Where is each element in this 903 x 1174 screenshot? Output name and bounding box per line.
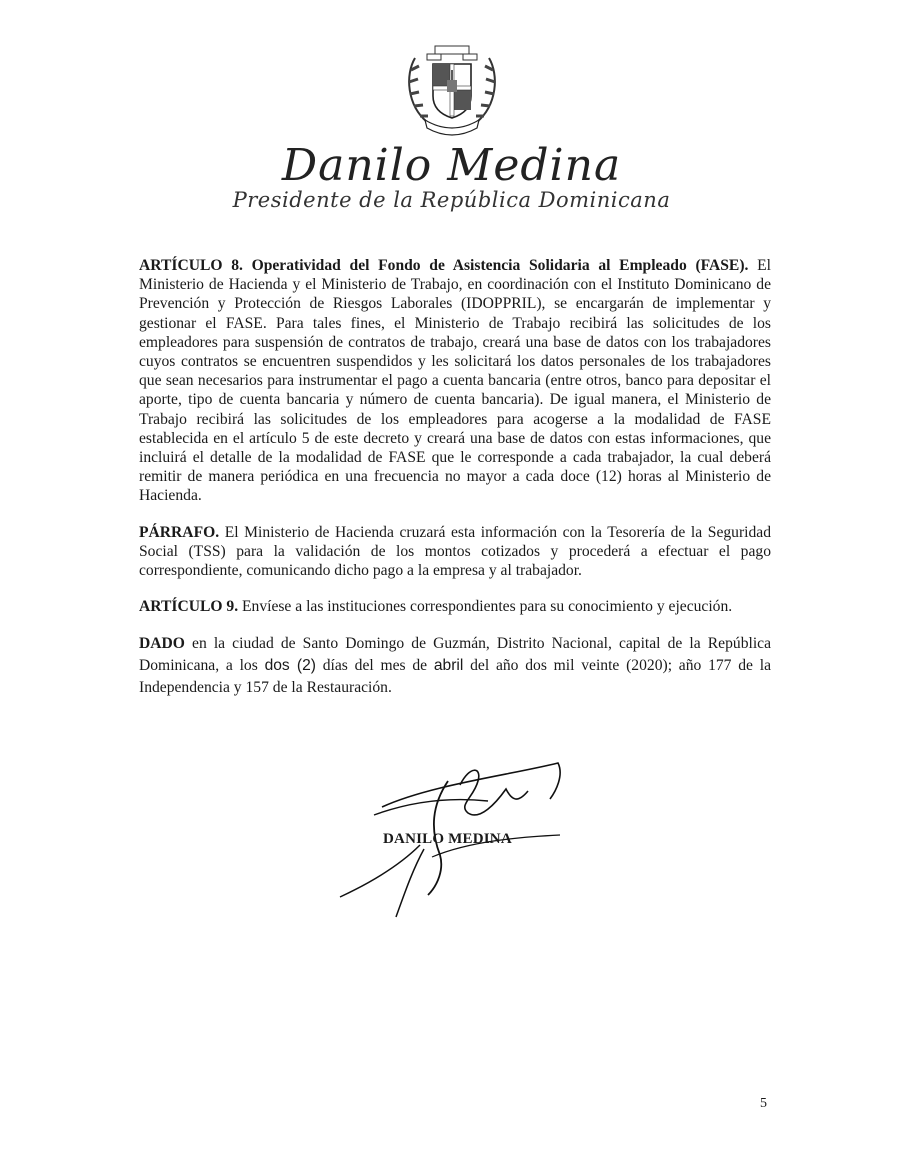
letterhead-name: Danilo Medina [281, 140, 622, 191]
articulo-9-text: Envíese a las instituciones correspondientes para su conocimiento y ejecución. [238, 598, 733, 616]
dado-month: abril [433, 657, 464, 675]
letterhead-title: Presidente de la República Dominicana [232, 188, 671, 212]
signatory-name: DANILO MEDINA [383, 831, 512, 847]
dado-heading: DADO [139, 635, 185, 653]
dado-text-2: días del mes de [315, 657, 434, 675]
parrafo-heading: PÁRRAFO. [139, 523, 220, 541]
dado-text-3: del año dos mil veinte (2020); año 177 de la Independencia y 157 de la Restauración. [139, 657, 772, 697]
dado-day: dos (2) [264, 657, 316, 675]
parrafo-paragraph [139, 523, 771, 581]
articulo-8-text: El Ministerio de Hacienda y el Ministerio de Trabajo, en coordinación con el Instituto Dominicano de Prevención y Protección de Riesgos Laborales (IDOPPRIL), se encargarán de implementar y gestionar el FASE. Para tales fines, el Ministerio de Trabajo recibirá las solicitudes de los empleadores para suspensión de contratos de trabajo, creará una base de datos con los trabajadores cuyos contratos se encuentren suspendidos y les solicitará los datos personales de los trabajadores que sean necesarios para instrumentar el pago a cuenta bancaria (entre otros, banco para depositar el aporte, tipo de cuenta bancaria y número de cuenta bancaria). De igual manera, el Ministerio de Trabajo recibirá las solicitudes de los empleadores para acogerse a la modalidad de FASE establecida en el artículo 5 de este decreto y creará una base de datos con estas informaciones, que incluirá el detalle de la modalidad de FASE que le corresponde a cada trabajador, la cual deberá remitir de manera periódica en una frecuencia no mayor a cada doce (12) horas al Ministerio de Hacienda. [139, 257, 771, 505]
document-body [139, 256, 771, 716]
letterhead [0, 40, 903, 212]
coat-of-arms-icon [397, 40, 507, 140]
dado-paragraph [139, 633, 771, 699]
articulo-8-heading: ARTÍCULO 8. Operatividad del Fondo de Asistencia Solidaria al Empleado (FASE). [139, 257, 749, 274]
articulo-9-heading: ARTÍCULO 9. [139, 598, 239, 616]
articulo-9-paragraph [139, 597, 771, 616]
signature-area [320, 745, 600, 925]
parrafo-text: El Ministerio de Hacienda cruzará esta información con la Tesorería de la Seguridad Social (TSS) para la validación de los montos cotizados y procederá a efectuar el pago correspondiente, comunicando dicho pago a la empresa y al trabajador. [139, 523, 771, 580]
page-number: 5 [760, 1096, 767, 1111]
dado-text-1: en la ciudad de Santo Domingo de Guzmán, Distrito Nacional, capital de la República Dominicana, a los [139, 635, 771, 675]
articulo-8-paragraph [139, 256, 771, 506]
